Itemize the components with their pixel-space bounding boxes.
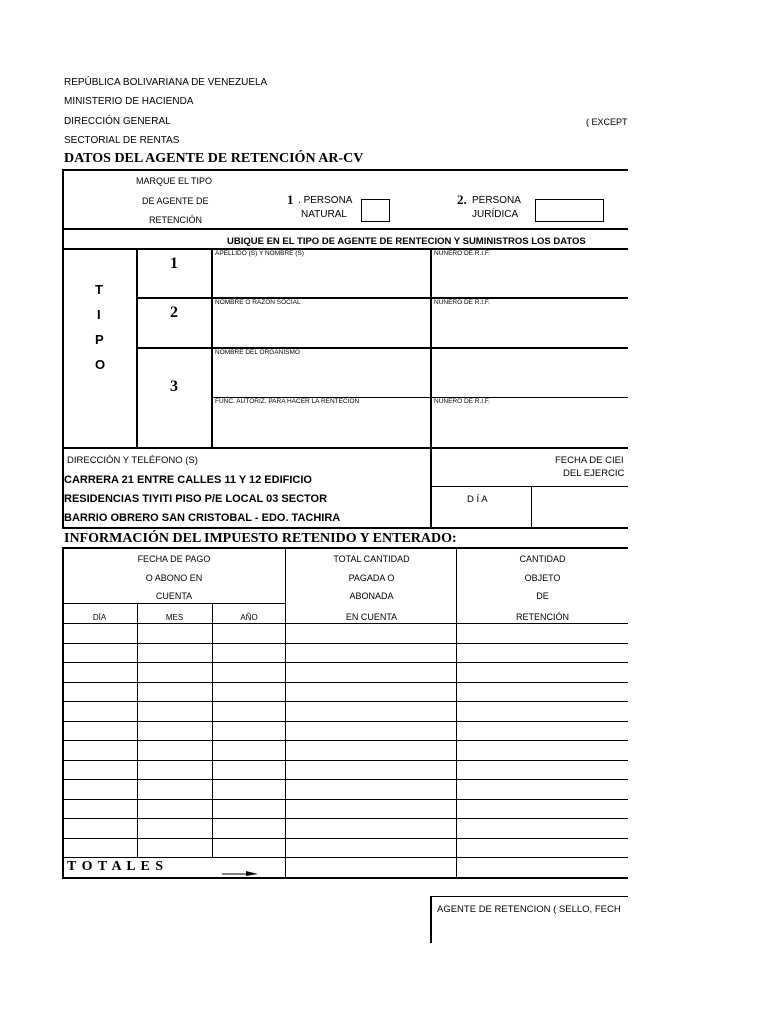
tax-section-title: INFORMACIÓN DEL IMPUESTO RETENIDO Y ENTERADO:	[64, 531, 457, 546]
organismo-field[interactable]	[213, 357, 628, 397]
total-cantidad-cell[interactable]	[286, 644, 456, 662]
ano-cell[interactable]	[213, 624, 285, 642]
ano-cell[interactable]	[213, 644, 285, 662]
header-direction: DIRECCIÓN GENERAL	[64, 116, 171, 127]
row3-number: 3	[170, 378, 178, 395]
cantidad-objeto-cell[interactable]	[457, 663, 628, 681]
cantidad-objeto-header-2: OBJETO	[524, 573, 561, 583]
row3-rif-label: NUNERO DE R.I.F.	[434, 398, 490, 405]
mes-cell[interactable]	[138, 741, 212, 759]
tipo-letter-i: I	[97, 307, 101, 322]
fecha-pago-header-3: CUENTA	[155, 591, 193, 601]
option1-label-line1: PERSONA	[303, 195, 353, 206]
cantidad-objeto-header-1: CANTIDAD	[519, 554, 566, 564]
dia-cell[interactable]	[63, 722, 137, 740]
ano-cell[interactable]	[213, 819, 285, 837]
dia-cell[interactable]	[63, 644, 137, 662]
total-objeto-field[interactable]	[457, 858, 628, 877]
mes-cell[interactable]	[138, 722, 212, 740]
agent-stamp-field[interactable]	[432, 920, 628, 943]
tipo-letter-t: T	[95, 282, 103, 297]
ano-cell[interactable]	[213, 780, 285, 798]
fecha-cierre-field[interactable]	[532, 487, 628, 527]
total-cantidad-cell[interactable]	[286, 819, 456, 837]
header-republic: REPÚBLICA BOLIVARIANA DE VENEZUELA	[64, 77, 268, 88]
mes-cell[interactable]	[138, 761, 212, 779]
dia-cell[interactable]	[63, 800, 137, 818]
total-cantidad-cell[interactable]	[286, 683, 456, 701]
rif-field-1[interactable]	[432, 258, 628, 297]
option2-label-line2: JURÍDICA	[472, 209, 519, 220]
row2-rif-label: NUNERO DE R.I.F.	[434, 299, 490, 306]
sub-header-mes: MES	[165, 613, 184, 622]
total-cantidad-cell[interactable]	[286, 624, 456, 642]
row3-field2-label: FUNC. AUTORIZ. PARA HACER LA RENTECION	[215, 398, 360, 405]
mes-cell[interactable]	[138, 780, 212, 798]
fecha-cierre-line2: DEL EJERCIC	[563, 468, 625, 479]
address-line2: RESIDENCIAS TIYITI PISO P/E LOCAL 03 SECTOR	[64, 493, 328, 505]
cantidad-objeto-cell[interactable]	[457, 819, 628, 837]
instruction-text: UBIQUE EN EL TIPO DE AGENTE DE RENTECION Y SUMINISTROS LOS DATOS	[227, 236, 586, 247]
totals-label: T O T A L E S	[67, 859, 165, 874]
total-cantidad-header-3: ABONADA	[349, 591, 394, 601]
total-cantidad-header-1: TOTAL CANTIDAD	[333, 554, 410, 564]
tipo-prompt-line1: MARQUE EL TIPO	[136, 176, 213, 186]
agent-section-title: DATOS DEL AGENTE DE RETENCIÓN AR-CV	[64, 151, 364, 166]
row2-number: 2	[170, 304, 178, 321]
apellido-nombre-field[interactable]	[213, 258, 430, 297]
address-line3: BARRIO OBRERO SAN CRISTOBAL - EDO. TACHIRA	[64, 512, 341, 524]
cantidad-objeto-cell[interactable]	[457, 702, 628, 720]
mes-cell[interactable]	[138, 644, 212, 662]
total-cantidad-header-4: EN CUENTA	[345, 612, 398, 622]
razon-social-field[interactable]	[213, 307, 430, 347]
mes-cell[interactable]	[138, 683, 212, 701]
rif-field-3[interactable]	[432, 407, 628, 447]
ano-cell[interactable]	[213, 761, 285, 779]
tipo-prompt-line2: DE AGENTE DE	[142, 196, 209, 206]
total-cantidad-cell[interactable]	[286, 839, 456, 857]
dia-cell[interactable]	[63, 702, 137, 720]
cantidad-objeto-cell[interactable]	[457, 839, 628, 857]
arrow-right-icon	[222, 868, 260, 878]
total-cantidad-cell[interactable]	[286, 741, 456, 759]
fecha-pago-header-1: FECHA DE PAGO	[137, 554, 211, 564]
cantidad-objeto-cell[interactable]	[457, 683, 628, 701]
option2-label-line1: PERSONA	[472, 195, 521, 206]
option1-number: 1	[287, 192, 294, 207]
header-ministry: MINISTERIO DE HACIENDA	[64, 96, 194, 107]
funcionario-field[interactable]	[213, 407, 430, 447]
dia-cell[interactable]	[63, 819, 137, 837]
total-cantidad-cell[interactable]	[286, 663, 456, 681]
cantidad-objeto-cell[interactable]	[457, 780, 628, 798]
mes-cell[interactable]	[138, 839, 212, 857]
ano-cell[interactable]	[213, 663, 285, 681]
dia-label: D Í A	[467, 494, 488, 505]
ano-cell[interactable]	[213, 741, 285, 759]
dia-cell[interactable]	[63, 839, 137, 857]
sub-header-ano: AÑO	[240, 613, 258, 622]
address-line1: CARRERA 21 ENTRE CALLES 11 Y 12 EDIFICIO	[64, 474, 312, 486]
dia-cell[interactable]	[63, 663, 137, 681]
total-cantidad-cell[interactable]	[286, 761, 456, 779]
ano-cell[interactable]	[213, 683, 285, 701]
option1-label-line2: NATURAL	[301, 209, 347, 220]
address-label: DIRECCIÓN Y TELÉFONO (S)	[67, 455, 198, 466]
row3-field-label: NOMBRE DEL ORGANISMO	[215, 349, 300, 356]
cantidad-objeto-header-4: RETENCIÓN	[515, 612, 569, 622]
sub-header-dia: DÍA	[92, 613, 107, 622]
dia-cell[interactable]	[63, 780, 137, 798]
header-exception-note: ( EXCEPT	[586, 117, 628, 127]
persona-juridica-checkbox[interactable]	[535, 199, 604, 222]
fecha-cierre-line1: FECHA DE CIEI	[555, 455, 624, 466]
cantidad-objeto-cell[interactable]	[457, 741, 628, 759]
cantidad-objeto-header-3: DE	[536, 591, 549, 601]
ano-cell[interactable]	[213, 722, 285, 740]
rif-field-2[interactable]	[432, 307, 628, 347]
tipo-prompt-line3: RETENCIÓN	[149, 215, 203, 225]
dia-cell[interactable]	[63, 683, 137, 701]
row1-rif-label: NUNERO DE R.I.F.	[434, 250, 490, 257]
mes-cell[interactable]	[138, 819, 212, 837]
dia-cell[interactable]	[63, 761, 137, 779]
total-cantidad-cell[interactable]	[286, 780, 456, 798]
cantidad-objeto-cell[interactable]	[457, 644, 628, 662]
total-cantidad-field[interactable]	[286, 858, 456, 877]
dia-cell[interactable]	[63, 624, 137, 642]
total-cantidad-cell[interactable]	[286, 722, 456, 740]
cantidad-objeto-cell[interactable]	[457, 761, 628, 779]
ano-cell[interactable]	[213, 839, 285, 857]
fecha-pago-header-2: O ABONO EN	[145, 573, 203, 583]
cantidad-objeto-cell[interactable]	[457, 624, 628, 642]
total-cantidad-header-2: PAGADA O	[348, 573, 395, 583]
agent-stamp-label: AGENTE DE RETENCION ( SELLO, FECH	[437, 904, 621, 915]
row1-number: 1	[170, 255, 178, 272]
row1-field-label: APELLIDO (S) Y NOMBRE (S)	[215, 250, 304, 257]
row2-field-label: NOMBRE O RAZON SOCIAL	[215, 299, 301, 306]
mes-cell[interactable]	[138, 663, 212, 681]
total-cantidad-cell[interactable]	[286, 702, 456, 720]
header-sectorial: SECTORIAL DE RENTAS	[64, 135, 180, 146]
tipo-letter-p: P	[95, 332, 104, 347]
total-cantidad-cell[interactable]	[286, 800, 456, 818]
mes-cell[interactable]	[138, 702, 212, 720]
cantidad-objeto-cell[interactable]	[457, 722, 628, 740]
dia-cell[interactable]	[63, 741, 137, 759]
ano-cell[interactable]	[213, 702, 285, 720]
persona-natural-checkbox[interactable]	[361, 199, 390, 222]
cantidad-objeto-cell[interactable]	[457, 800, 628, 818]
tipo-letter-o: O	[95, 357, 106, 372]
mes-cell[interactable]	[138, 800, 212, 818]
mes-cell[interactable]	[138, 624, 212, 642]
option2-number: 2.	[457, 192, 467, 207]
ano-cell[interactable]	[213, 800, 285, 818]
